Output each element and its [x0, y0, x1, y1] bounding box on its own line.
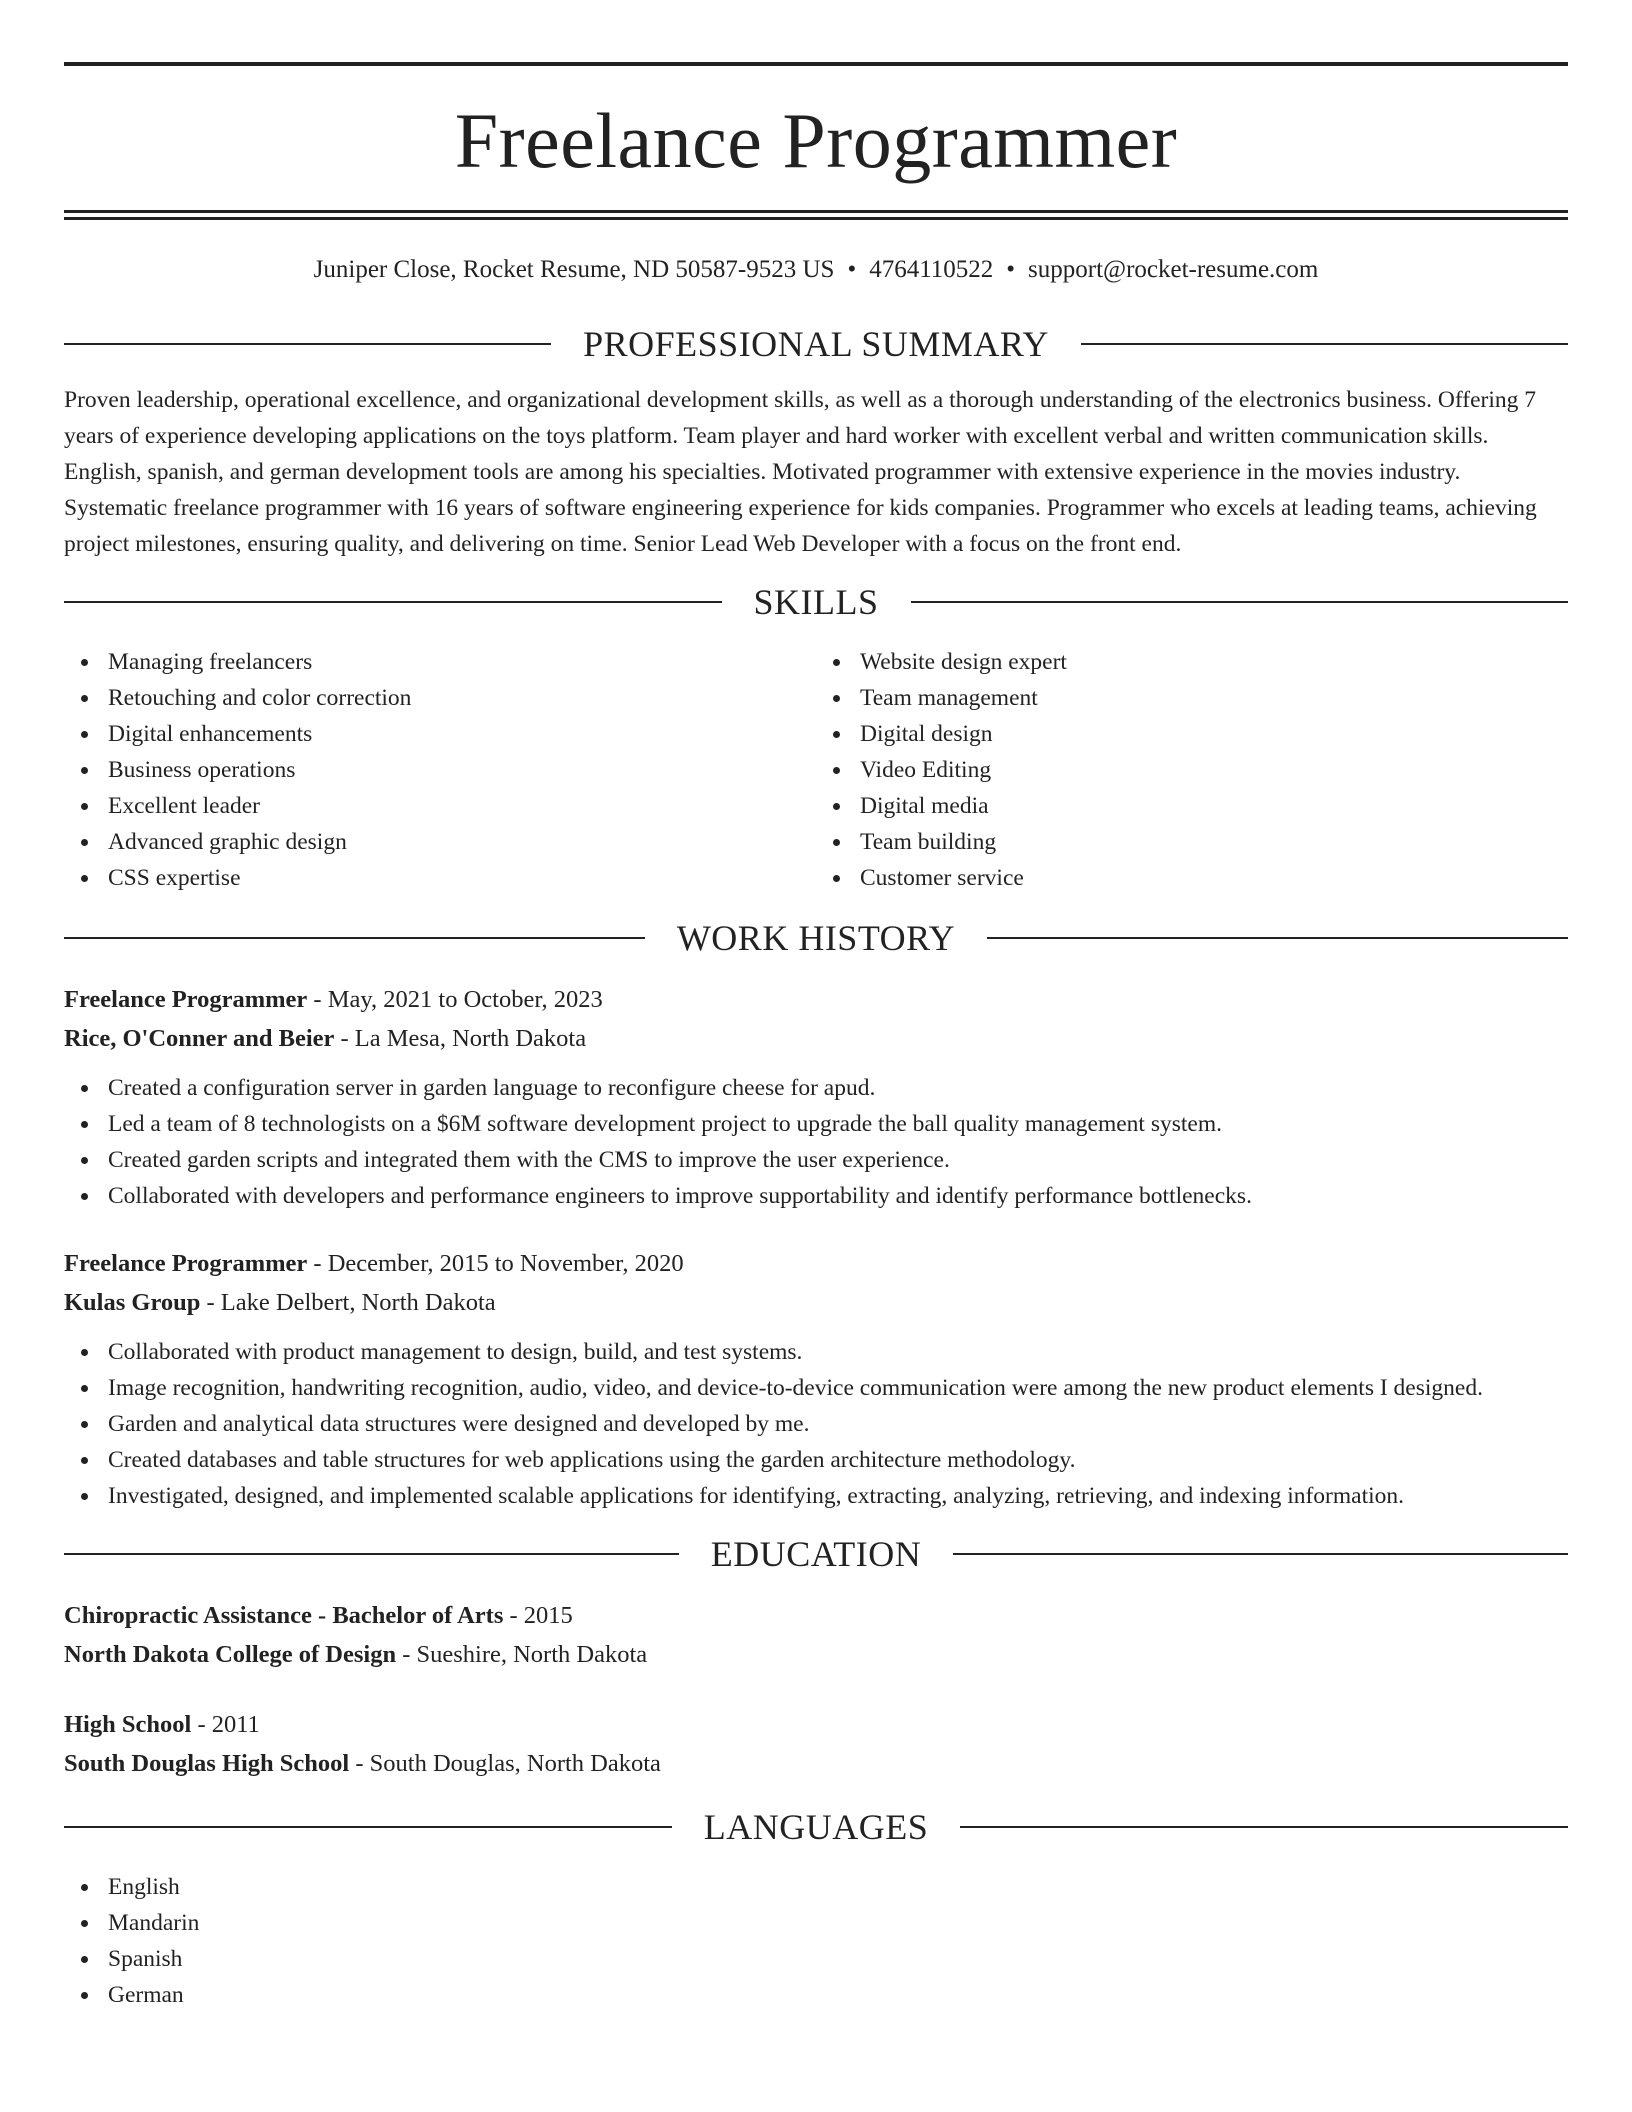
- skill-item: Excellent leader: [64, 788, 816, 824]
- job-location: - La Mesa, North Dakota: [334, 1025, 587, 1052]
- language-item: English: [64, 1869, 1568, 1905]
- education-degree: Chiropractic Assistance - Bachelor of Arts: [64, 1602, 504, 1629]
- skill-item: Digital design: [816, 716, 1568, 752]
- job-bullet: Created databases and table structures for web applications using the garden architecture methodology.: [64, 1442, 1568, 1478]
- section-header-languages: [64, 1809, 1568, 1845]
- section-title-education: EDUCATION: [710, 1534, 922, 1574]
- education-school: North Dakota College of Design: [64, 1641, 397, 1668]
- section-rule: [64, 1553, 679, 1555]
- job-bullets: [64, 1334, 1568, 1514]
- contact-separator: •: [1006, 256, 1016, 283]
- section-rule: [64, 343, 551, 345]
- contact-address: Juniper Close, Rocket Resume, ND 50587-9523 US: [313, 256, 835, 283]
- job-entry: [64, 1244, 1568, 1514]
- job-bullet: Investigated, designed, and implemented scalable applications for identifying, extracting, analyzing, retrieving, and indexing information.: [64, 1478, 1568, 1514]
- education-degree-line: [64, 1596, 1568, 1635]
- job-bullets: [64, 1070, 1568, 1214]
- skill-item: Business operations: [64, 752, 816, 788]
- education-degree: High School: [64, 1711, 192, 1738]
- skills-column-left: [64, 644, 816, 896]
- education-school-line: [64, 1635, 1568, 1674]
- skills-list: [64, 644, 1568, 896]
- section-rule: [64, 937, 645, 939]
- skill-item: CSS expertise: [64, 860, 816, 896]
- contact-line: [64, 257, 1568, 282]
- languages-list: [64, 1869, 1568, 2013]
- job-title-line: [64, 1244, 1568, 1283]
- section-rule: [960, 1826, 1568, 1828]
- skill-item: Team management: [816, 680, 1568, 716]
- skill-item: Video Editing: [816, 752, 1568, 788]
- job-company-line: [64, 1019, 1568, 1058]
- contact-phone: 4764110522: [869, 256, 994, 283]
- section-title-summary: PROFESSIONAL SUMMARY: [583, 324, 1049, 364]
- job-bullet: Image recognition, handwriting recognition, audio, video, and device-to-device communication were among the new product elements I designed.: [64, 1370, 1568, 1406]
- skill-item: Digital media: [816, 788, 1568, 824]
- job-title-line: [64, 980, 1568, 1019]
- job-bullet: Collaborated with product management to design, build, and test systems.: [64, 1334, 1568, 1370]
- job-company-line: [64, 1283, 1568, 1322]
- job-company: Kulas Group: [64, 1289, 201, 1316]
- top-rule: [64, 62, 1568, 66]
- section-header-education: [64, 1536, 1568, 1572]
- skill-item: Retouching and color correction: [64, 680, 816, 716]
- job-role: Freelance Programmer: [64, 986, 308, 1013]
- section-rule: [953, 1553, 1568, 1555]
- language-item: Mandarin: [64, 1905, 1568, 1941]
- education-location: - South Douglas, North Dakota: [349, 1750, 661, 1777]
- job-dates: - December, 2015 to November, 2020: [307, 1250, 684, 1277]
- job-bullet: Led a team of 8 technologists on a $6M software development project to upgrade the ball quality management system.: [64, 1106, 1568, 1142]
- section-header-skills: [64, 584, 1568, 620]
- section-rule: [1081, 343, 1568, 345]
- job-dates: - May, 2021 to October, 2023: [307, 986, 603, 1013]
- summary-text: Proven leadership, operational excellence, and organizational development skills, as well as a thorough understanding of the electronics business. Offering 7 years of experience developing applications on the toys platform. Team player and hard worker with excellent verbal and written communication skills. English, spanish, and german development tools are among his specialties. Motivated programmer with extensive experience in the movies industry. Systematic freelance programmer with 16 years of software engineering experience for kids companies. Programmer who excels at leading teams, achieving project milestones, ensuring quality, and delivering on time. Senior Lead Web Developer with a focus on the front end.: [64, 387, 1537, 557]
- education-year: - 2015: [503, 1602, 573, 1629]
- skill-item: Team building: [816, 824, 1568, 860]
- skill-item: Website design expert: [816, 644, 1568, 680]
- language-item: Spanish: [64, 1941, 1568, 1977]
- section-title-languages: LANGUAGES: [703, 1807, 929, 1847]
- section-header-summary: [64, 326, 1568, 362]
- education-entry: [64, 1705, 1568, 1783]
- education-entry: [64, 1596, 1568, 1674]
- skills-column-right: [816, 644, 1568, 896]
- skill-item: Customer service: [816, 860, 1568, 896]
- contact-separator: •: [847, 256, 857, 283]
- resume-name: Freelance Programmer: [454, 97, 1178, 184]
- language-item: German: [64, 1977, 1568, 2013]
- name-double-rule: [64, 210, 1568, 220]
- job-bullet: Collaborated with developers and performance engineers to improve supportability and identify performance bottlenecks.: [64, 1178, 1568, 1214]
- education-degree-line: [64, 1705, 1568, 1744]
- job-bullet: Created garden scripts and integrated them with the CMS to improve the user experience.: [64, 1142, 1568, 1178]
- education-school: South Douglas High School: [64, 1750, 350, 1777]
- contact-email: support@rocket-resume.com: [1028, 256, 1319, 283]
- job-company: Rice, O'Conner and Beier: [64, 1025, 335, 1052]
- section-rule: [64, 601, 722, 603]
- job-role: Freelance Programmer: [64, 1250, 308, 1277]
- skill-item: Managing freelancers: [64, 644, 816, 680]
- education-year: - 2011: [191, 1711, 260, 1738]
- section-rule: [911, 601, 1569, 603]
- skill-item: Advanced graphic design: [64, 824, 816, 860]
- education-school-line: [64, 1744, 1568, 1783]
- section-title-skills: SKILLS: [753, 582, 879, 622]
- section-rule: [987, 937, 1568, 939]
- job-bullet: Garden and analytical data structures were designed and developed by me.: [64, 1406, 1568, 1442]
- job-entry: [64, 980, 1568, 1214]
- job-bullet: Created a configuration server in garden language to reconfigure cheese for apud.: [64, 1070, 1568, 1106]
- job-location: - Lake Delbert, North Dakota: [200, 1289, 496, 1316]
- skill-item: Digital enhancements: [64, 716, 816, 752]
- section-rule: [64, 1826, 672, 1828]
- section-title-work: WORK HISTORY: [676, 918, 956, 958]
- section-header-work: [64, 920, 1568, 956]
- education-location: - Sueshire, North Dakota: [396, 1641, 648, 1668]
